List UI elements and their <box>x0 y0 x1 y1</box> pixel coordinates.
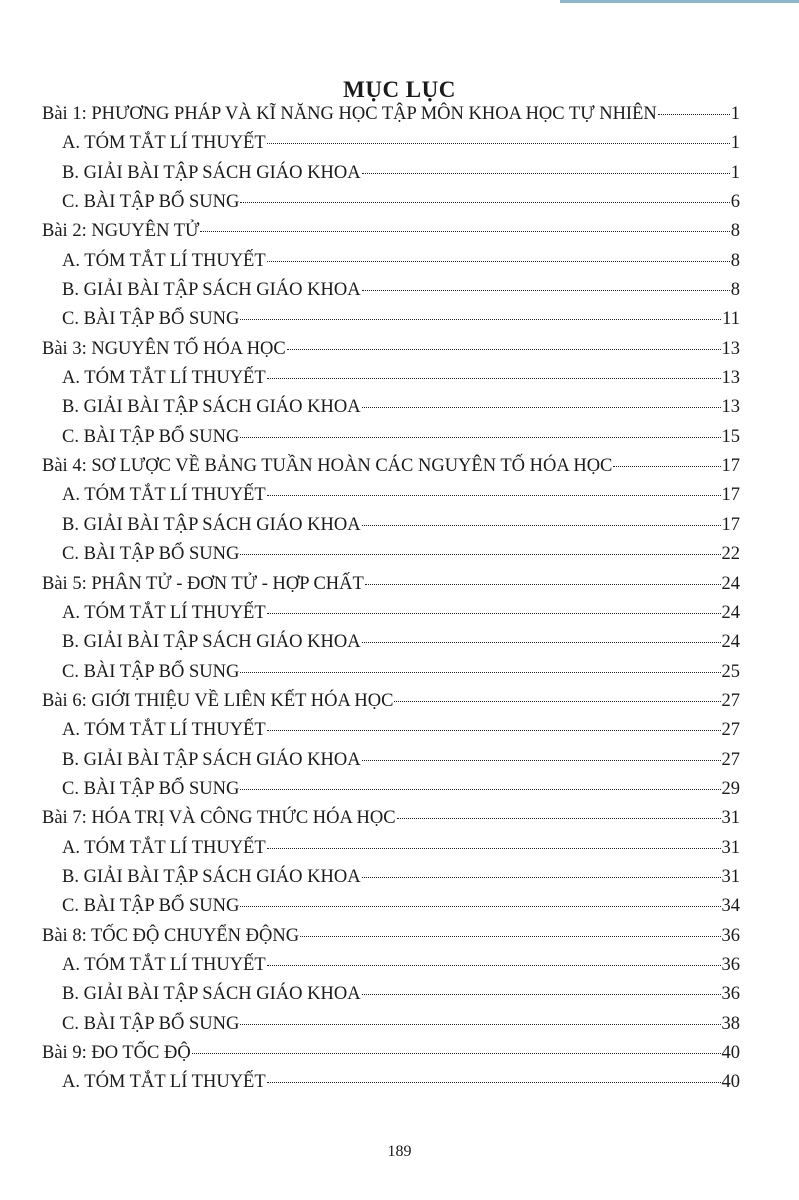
toc-entry-page: 38 <box>721 1013 740 1034</box>
toc-entry-label: B. GIẢI BÀI TẬP SÁCH GIÁO KHOA <box>62 397 361 418</box>
dot-leader <box>267 612 721 614</box>
toc-entry-page: 27 <box>721 690 740 711</box>
toc-entry-label: A. TÓM TẮT LÍ THUYẾT <box>62 133 266 154</box>
dot-leader <box>192 1052 721 1054</box>
toc-entry-page: 1 <box>730 162 740 183</box>
dot-leader <box>362 641 721 643</box>
toc-entry-label: A. TÓM TẮT LÍ THUYẾT <box>62 720 266 741</box>
toc-entry-label: Bài 5: PHÂN TỬ - ĐƠN TỬ - HỢP CHẤT <box>42 573 364 594</box>
toc-entry-page: 29 <box>721 778 740 799</box>
toc-entry-page: 25 <box>721 661 740 682</box>
toc-entry-label: C. BÀI TẬP BỔ SUNG <box>62 896 240 917</box>
toc-lesson-entry <box>42 922 740 951</box>
toc-entry-label: C. BÀI TẬP BỔ SUNG <box>62 544 240 565</box>
dot-leader <box>267 260 730 262</box>
toc-entry-page: 13 <box>721 368 740 389</box>
dot-leader <box>287 348 721 350</box>
toc-section-entry <box>42 247 740 276</box>
dot-leader <box>240 436 720 438</box>
dot-leader <box>362 172 730 174</box>
toc-entry-label: C. BÀI TẬP BỔ SUNG <box>62 661 240 682</box>
toc-entry-page: 11 <box>722 309 740 330</box>
toc-entry-label: B. GIẢI BÀI TẬP SÁCH GIÁO KHOA <box>62 632 361 653</box>
toc-entry-label: A. TÓM TẮT LÍ THUYẾT <box>62 485 266 506</box>
toc-lesson-entry <box>42 217 740 246</box>
toc-entry-label: Bài 4: SƠ LƯỢC VỀ BẢNG TUẦN HOÀN CÁC NGUYÊN TỐ HÓA HỌC <box>42 456 613 477</box>
toc-entry-page: 15 <box>721 426 740 447</box>
toc-entry-label: A. TÓM TẮT LÍ THUYẾT <box>62 368 266 389</box>
toc-entry-label: B. GIẢI BÀI TẬP SÁCH GIÁO KHOA <box>62 984 361 1005</box>
page-number: 189 <box>387 1143 412 1160</box>
toc-entry-page: 8 <box>730 221 740 242</box>
toc-section-entry <box>42 540 740 569</box>
toc-section-entry <box>42 511 740 540</box>
toc-entry-page: 17 <box>721 514 740 535</box>
toc-entry-label: Bài 6: GIỚI THIỆU VỀ LIÊN KẾT HÓA HỌC <box>42 690 394 711</box>
toc-lesson-entry <box>42 452 740 481</box>
dot-leader <box>397 817 721 819</box>
toc-entry-label: C. BÀI TẬP BỔ SUNG <box>62 426 240 447</box>
dot-leader <box>240 201 729 203</box>
dot-leader <box>267 964 721 966</box>
toc-entry-label: A. TÓM TẮT LÍ THUYẾT <box>62 1072 266 1093</box>
dot-leader <box>362 406 721 408</box>
toc-lesson-entry <box>42 100 740 129</box>
toc-section-entry <box>42 423 740 452</box>
dot-leader <box>613 465 720 467</box>
toc-section-entry <box>42 364 740 393</box>
toc-entry-page: 24 <box>721 573 740 594</box>
toc-section-entry <box>42 481 740 510</box>
toc-entry-page: 36 <box>721 984 740 1005</box>
dot-leader <box>362 759 721 761</box>
toc-entry-label: A. TÓM TẮT LÍ THUYẾT <box>62 954 266 975</box>
dot-leader <box>200 230 729 232</box>
dot-leader <box>240 905 720 907</box>
toc-entry-page: 6 <box>730 192 740 213</box>
toc-section-entry <box>42 159 740 188</box>
dot-leader <box>267 494 721 496</box>
toc-entry-page: 22 <box>721 544 740 565</box>
toc-entry-page: 40 <box>721 1072 740 1093</box>
toc-entry-page: 34 <box>721 896 740 917</box>
dot-leader <box>362 289 730 291</box>
toc-entry-label: B. GIẢI BÀI TẬP SÁCH GIÁO KHOA <box>62 280 361 301</box>
toc-entry-label: Bài 7: HÓA TRỊ VÀ CÔNG THỨC HÓA HỌC <box>42 808 396 829</box>
dot-leader <box>240 1023 720 1025</box>
toc-entry-page: 13 <box>721 338 740 359</box>
dot-leader <box>394 700 720 702</box>
toc-section-entry <box>42 775 740 804</box>
toc-entry-page: 36 <box>721 954 740 975</box>
toc-entry-label: C. BÀI TẬP BỔ SUNG <box>62 1013 240 1034</box>
dot-leader <box>362 993 721 995</box>
toc-section-entry <box>42 599 740 628</box>
toc-entry-label: Bài 1: PHƯƠNG PHÁP VÀ KĨ NĂNG HỌC TẬP MÔN KHOA HỌC TỰ NHIÊN <box>42 104 657 124</box>
toc-entry-label: Bài 8: TỐC ĐỘ CHUYỂN ĐỘNG <box>42 925 300 946</box>
dot-leader <box>267 1081 721 1083</box>
toc-section-entry <box>42 305 740 334</box>
toc-section-entry <box>42 834 740 863</box>
dot-leader <box>267 142 730 144</box>
toc-entry-page: 24 <box>721 632 740 653</box>
toc-entry-label: B. GIẢI BÀI TẬP SÁCH GIÁO KHOA <box>62 162 361 183</box>
toc-entry-page: 24 <box>721 602 740 623</box>
toc-entry-page: 31 <box>721 866 740 887</box>
toc-lesson-entry <box>42 1039 740 1068</box>
table-of-contents <box>42 100 740 1098</box>
toc-entry-page: 13 <box>721 397 740 418</box>
toc-lesson-entry <box>42 804 740 833</box>
toc-entry-page: 27 <box>721 749 740 770</box>
toc-section-entry <box>42 892 740 921</box>
toc-entry-page: 36 <box>721 925 740 946</box>
page-title: MỤC LỤC <box>343 77 456 103</box>
dot-leader <box>658 113 730 115</box>
toc-lesson-entry <box>42 570 740 599</box>
toc-section-entry <box>42 658 740 687</box>
dot-leader <box>362 876 721 878</box>
toc-entry-page: 1 <box>730 104 740 124</box>
toc-entry-label: Bài 2: NGUYÊN TỬ <box>42 221 200 242</box>
toc-section-entry <box>42 188 740 217</box>
toc-entry-label: A. TÓM TẮT LÍ THUYẾT <box>62 837 266 858</box>
toc-section-entry <box>42 1068 740 1097</box>
toc-section-entry <box>42 628 740 657</box>
toc-lesson-entry <box>42 687 740 716</box>
toc-entry-label: B. GIẢI BÀI TẬP SÁCH GIÁO KHOA <box>62 749 361 770</box>
toc-section-entry <box>42 863 740 892</box>
toc-entry-page: 31 <box>721 837 740 858</box>
toc-section-entry <box>42 129 740 158</box>
toc-entry-label: A. TÓM TẮT LÍ THUYẾT <box>62 250 266 271</box>
toc-entry-page: 1 <box>730 133 740 154</box>
toc-entry-page: 31 <box>721 808 740 829</box>
toc-entry-label: C. BÀI TẬP BỔ SUNG <box>62 309 240 330</box>
toc-entry-page: 27 <box>721 720 740 741</box>
toc-entry-label: Bài 3: NGUYÊN TỐ HÓA HỌC <box>42 338 286 359</box>
toc-lesson-entry <box>42 335 740 364</box>
toc-entry-page: 17 <box>721 456 740 477</box>
toc-entry-label: C. BÀI TẬP BỔ SUNG <box>62 778 240 799</box>
dot-leader <box>267 847 721 849</box>
toc-entry-page: 40 <box>721 1043 740 1063</box>
dot-leader <box>240 788 720 790</box>
toc-entry-label: A. TÓM TẮT LÍ THUYẾT <box>62 602 266 623</box>
toc-section-entry <box>42 951 740 980</box>
toc-section-entry <box>42 716 740 745</box>
toc-entry-label: C. BÀI TẬP BỔ SUNG <box>62 192 240 213</box>
toc-entry-page: 17 <box>721 485 740 506</box>
dot-leader <box>365 583 721 585</box>
dot-leader <box>240 553 720 555</box>
toc-entry-page: 8 <box>730 280 740 301</box>
toc-entry-label: B. GIẢI BÀI TẬP SÁCH GIÁO KHOA <box>62 514 361 535</box>
toc-section-entry <box>42 980 740 1009</box>
page-edge-strip <box>560 0 799 3</box>
toc-section-entry <box>42 276 740 305</box>
dot-leader <box>267 377 721 379</box>
dot-leader <box>240 671 720 673</box>
toc-section-entry <box>42 1010 740 1039</box>
dot-leader <box>300 935 720 937</box>
toc-section-entry <box>42 393 740 422</box>
toc-section-entry <box>42 746 740 775</box>
toc-entry-label: B. GIẢI BÀI TẬP SÁCH GIÁO KHOA <box>62 866 361 887</box>
toc-entry-page: 8 <box>730 250 740 271</box>
toc-entry-label: Bài 9: ĐO TỐC ĐỘ <box>42 1043 191 1063</box>
dot-leader <box>240 318 721 320</box>
dot-leader <box>267 729 721 731</box>
dot-leader <box>362 524 721 526</box>
